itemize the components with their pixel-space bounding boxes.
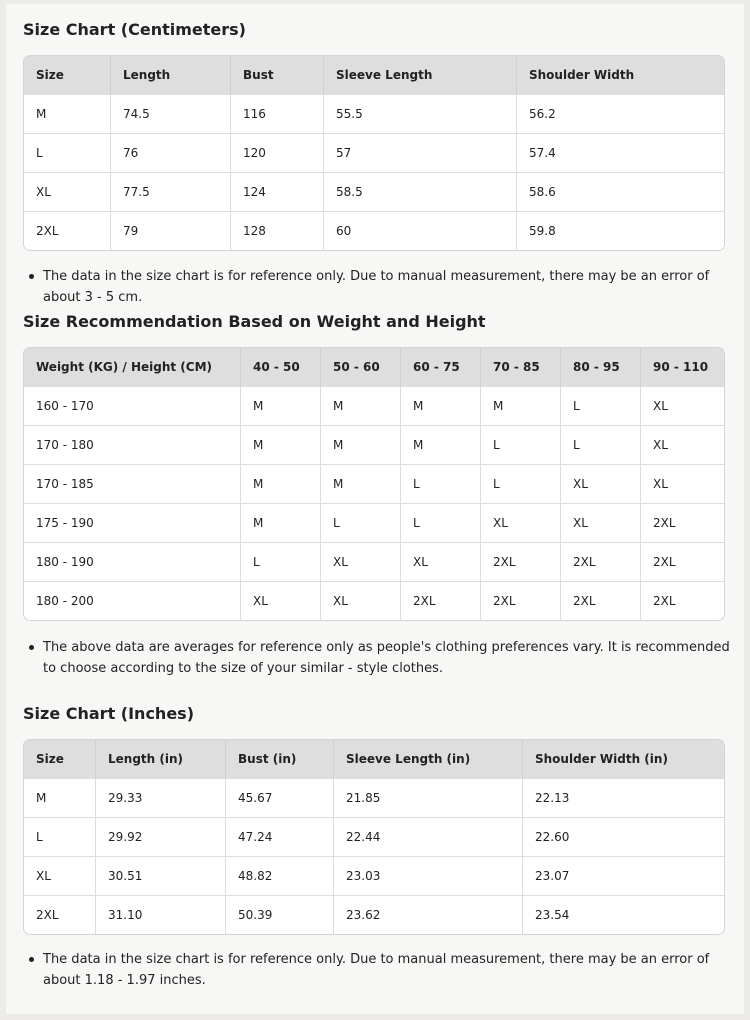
inch-size-table: [23, 739, 725, 935]
table-cell: 47.24: [226, 817, 334, 856]
table-cell: L: [481, 425, 561, 464]
table-cell: 29.33: [96, 778, 226, 817]
table-cell: 2XL: [641, 581, 724, 620]
table-cell: 58.6: [517, 172, 724, 211]
table-cell: 79: [111, 211, 231, 250]
table-cell: XL: [401, 542, 481, 581]
table-cell: 23.03: [334, 856, 523, 895]
table-cell: 56.2: [517, 94, 724, 133]
table-cell: M: [401, 425, 481, 464]
table-header-cell: Size: [24, 740, 96, 778]
table-row: [24, 172, 724, 211]
table-cell: 116: [231, 94, 324, 133]
table-row: [24, 581, 724, 620]
table-cell: L: [561, 386, 641, 425]
table-header-cell: 60 - 75: [401, 348, 481, 386]
table-cell: M: [241, 425, 321, 464]
table-cell: 2XL: [481, 542, 561, 581]
table-header-cell: 70 - 85: [481, 348, 561, 386]
table-row: [24, 464, 724, 503]
table-header-cell: Shoulder Width: [517, 56, 724, 94]
table-cell: 2XL: [641, 503, 724, 542]
table-row: [24, 94, 724, 133]
table-cell: 58.5: [324, 172, 517, 211]
table-cell: 22.13: [523, 778, 724, 817]
table-cell: 50.39: [226, 895, 334, 934]
table-row: [24, 386, 724, 425]
table-cell: L: [401, 503, 481, 542]
size-recommendation-table: [23, 347, 725, 621]
table-cell: 160 - 170: [24, 386, 241, 425]
table-cell: 31.10: [96, 895, 226, 934]
table-cell: 48.82: [226, 856, 334, 895]
rec-note: The above data are averages for reference only as people's clothing preferences vary. It is recommended to choose according to the size of your similar - style clothes.: [23, 637, 745, 679]
table-cell: XL: [481, 503, 561, 542]
table-row: [24, 503, 724, 542]
table-cell: M: [321, 386, 401, 425]
table-row: [24, 856, 724, 895]
table-cell: L: [321, 503, 401, 542]
table-cell: 180 - 200: [24, 581, 241, 620]
table-cell: 2XL: [641, 542, 724, 581]
table-header-cell: Length: [111, 56, 231, 94]
table-row: [24, 211, 724, 250]
table-cell: 76: [111, 133, 231, 172]
table-header-cell: Shoulder Width (in): [523, 740, 724, 778]
table-cell: 2XL: [561, 581, 641, 620]
table-cell: 2XL: [401, 581, 481, 620]
table-row: [24, 542, 724, 581]
table-cell: 22.60: [523, 817, 724, 856]
table-row: [24, 817, 724, 856]
table-cell: XL: [641, 464, 724, 503]
table-cell: 23.07: [523, 856, 724, 895]
table-cell: L: [401, 464, 481, 503]
table-cell: 2XL: [24, 895, 96, 934]
table-cell: L: [481, 464, 561, 503]
table-cell: 55.5: [324, 94, 517, 133]
table-cell: 45.67: [226, 778, 334, 817]
table-cell: 23.54: [523, 895, 724, 934]
table-header-cell: Bust: [231, 56, 324, 94]
table-cell: XL: [321, 581, 401, 620]
table-row: [24, 778, 724, 817]
table-header-cell: Sleeve Length: [324, 56, 517, 94]
table-header-row: [24, 740, 724, 778]
table-header-cell: 80 - 95: [561, 348, 641, 386]
table-cell: XL: [641, 386, 724, 425]
table-cell: 170 - 180: [24, 425, 241, 464]
table-cell: 60: [324, 211, 517, 250]
table-cell: XL: [641, 425, 724, 464]
table-cell: L: [561, 425, 641, 464]
table-cell: XL: [561, 464, 641, 503]
table-cell: 2XL: [561, 542, 641, 581]
table-cell: M: [321, 425, 401, 464]
table-cell: 23.62: [334, 895, 523, 934]
in-note: The data in the size chart is for reference only. Due to manual measurement, there may be an error of about 1.18 - 1.97 inches.: [23, 949, 745, 991]
table-cell: 57: [324, 133, 517, 172]
in-section-title: Size Chart (Inches): [23, 704, 194, 723]
table-header-row: [24, 348, 724, 386]
table-cell: M: [24, 94, 111, 133]
table-header-cell: Bust (in): [226, 740, 334, 778]
table-cell: L: [24, 133, 111, 172]
table-cell: XL: [24, 172, 111, 211]
table-header-cell: 90 - 110: [641, 348, 724, 386]
table-cell: 57.4: [517, 133, 724, 172]
table-header-cell: Sleeve Length (in): [334, 740, 523, 778]
table-cell: M: [241, 386, 321, 425]
table-cell: XL: [241, 581, 321, 620]
table-header-cell: 40 - 50: [241, 348, 321, 386]
table-cell: 74.5: [111, 94, 231, 133]
table-header-row: [24, 56, 724, 94]
table-cell: L: [24, 817, 96, 856]
table-header-cell: Length (in): [96, 740, 226, 778]
table-header-cell: Weight (KG) / Height (CM): [24, 348, 241, 386]
table-cell: XL: [321, 542, 401, 581]
size-guide-page: [6, 4, 744, 1014]
table-cell: XL: [561, 503, 641, 542]
table-cell: XL: [24, 856, 96, 895]
table-cell: 21.85: [334, 778, 523, 817]
table-row: [24, 425, 724, 464]
table-cell: 128: [231, 211, 324, 250]
table-cell: M: [321, 464, 401, 503]
table-cell: M: [401, 386, 481, 425]
table-cell: 120: [231, 133, 324, 172]
table-cell: 124: [231, 172, 324, 211]
table-cell: M: [241, 503, 321, 542]
table-cell: 59.8: [517, 211, 724, 250]
table-cell: M: [24, 778, 96, 817]
table-header-cell: Size: [24, 56, 111, 94]
table-cell: 2XL: [481, 581, 561, 620]
cm-note: The data in the size chart is for reference only. Due to manual measurement, there may be an error of about 3 - 5 cm.: [23, 266, 745, 308]
table-cell: 77.5: [111, 172, 231, 211]
cm-size-table: [23, 55, 725, 251]
table-row: [24, 133, 724, 172]
cm-section-title: Size Chart (Centimeters): [23, 20, 246, 39]
rec-section-title: Size Recommendation Based on Weight and Height: [23, 312, 486, 331]
table-cell: 180 - 190: [24, 542, 241, 581]
table-row: [24, 895, 724, 934]
table-cell: L: [241, 542, 321, 581]
table-cell: 170 - 185: [24, 464, 241, 503]
table-cell: 22.44: [334, 817, 523, 856]
table-cell: M: [481, 386, 561, 425]
table-cell: 2XL: [24, 211, 111, 250]
table-header-cell: 50 - 60: [321, 348, 401, 386]
table-cell: 175 - 190: [24, 503, 241, 542]
table-cell: 30.51: [96, 856, 226, 895]
table-cell: M: [241, 464, 321, 503]
table-cell: 29.92: [96, 817, 226, 856]
